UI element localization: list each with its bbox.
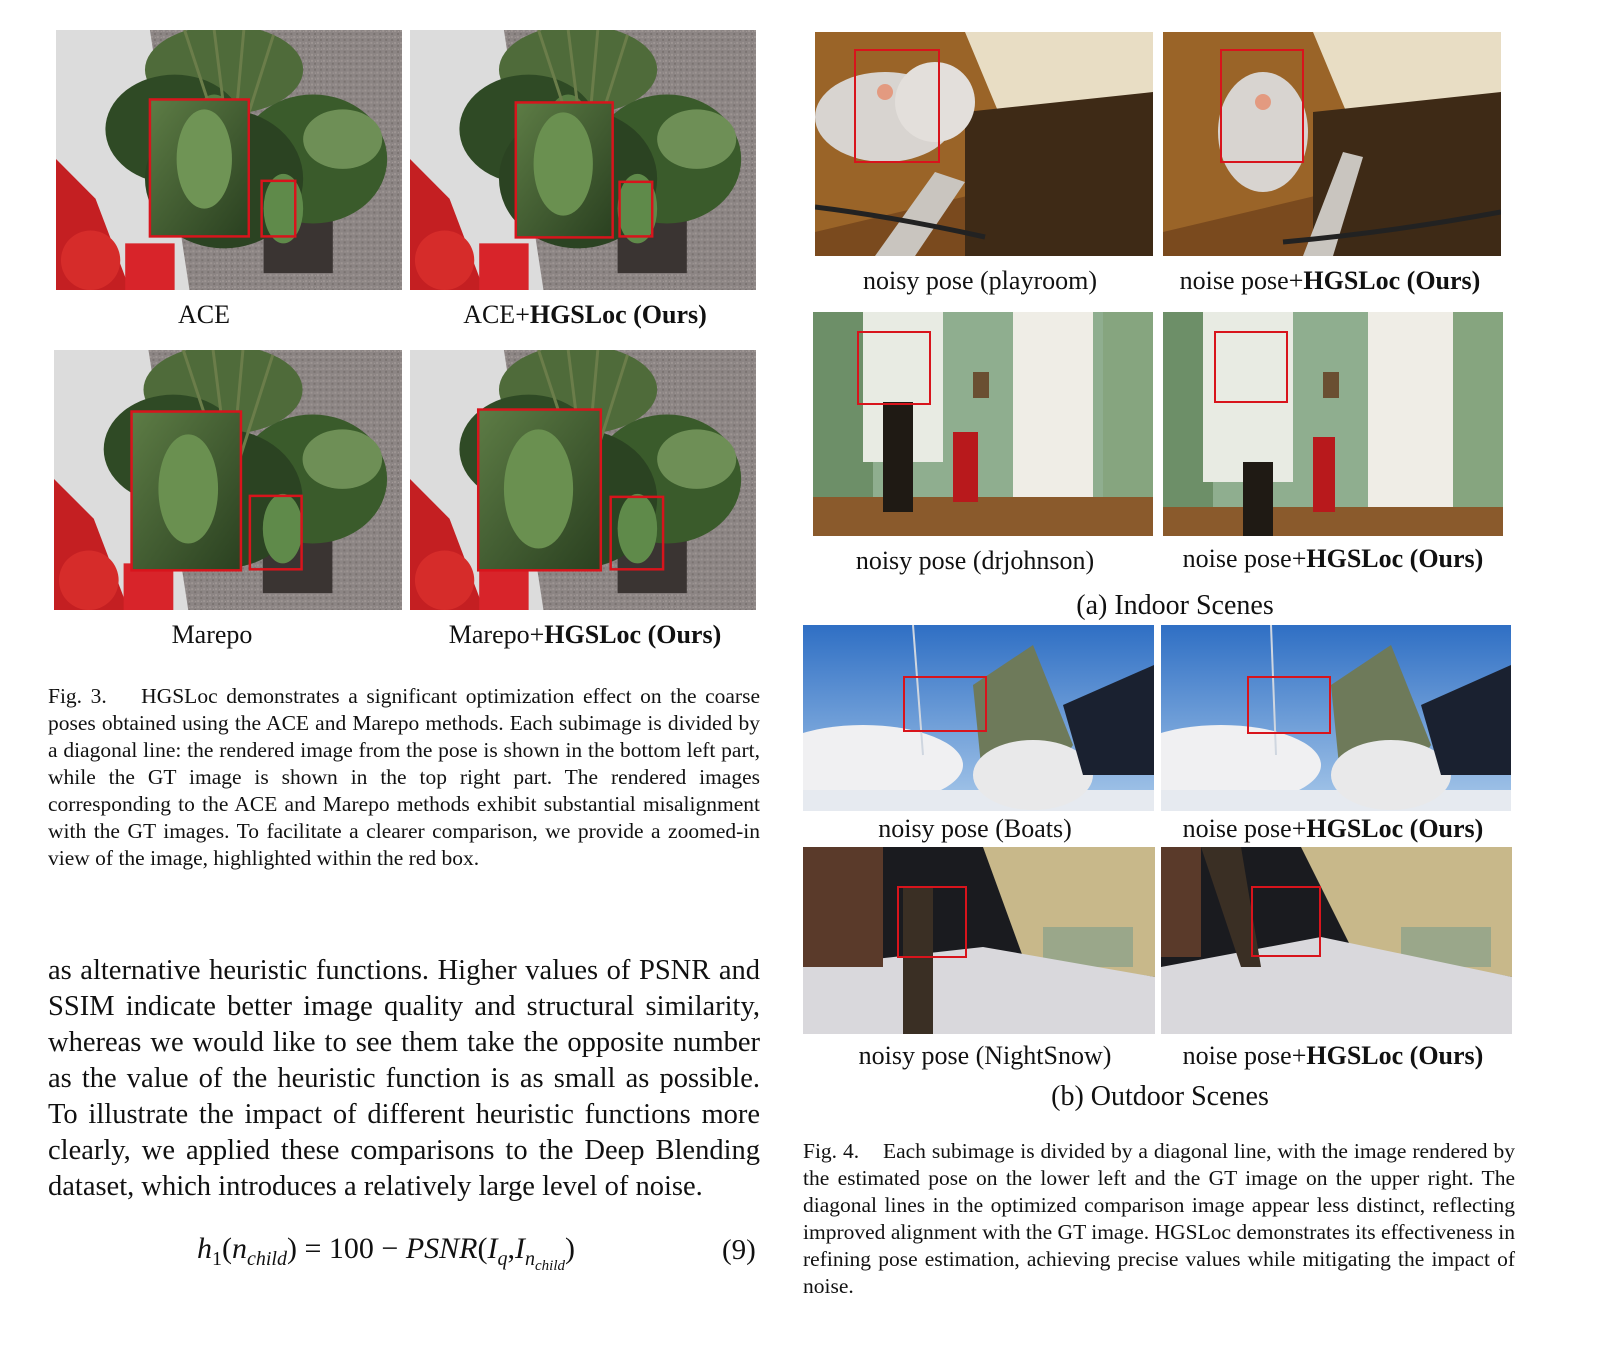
fig4-nightsnow-noisy-image xyxy=(803,847,1155,1034)
fig4-subcaption-indoor: (a) Indoor Scenes xyxy=(1076,590,1274,621)
fig3-caption-ace-ours: ACE+HGSLoc (Ours) xyxy=(463,300,707,329)
fig4-caption-drjohnson: noisy pose (drjohnson) xyxy=(855,546,1095,575)
fig4-subcaption-outdoor: (b) Outdoor Scenes xyxy=(1051,1081,1269,1112)
fig3-ace-image xyxy=(56,30,402,290)
fig4-drjohnson-noisy-image xyxy=(813,312,1153,536)
fig4-caption-playroom-ours: noise pose+HGSLoc (Ours) xyxy=(1179,266,1481,295)
fig3-caption: Fig. 3. HGSLoc demonstrates a significant optimization effect on the coarse poses obtained using the ACE and Marepo methods. Each subimage is divided by a diagonal line: the rendered image from the pose is shown in the bottom left part, while the GT image is shown in the top right part. The rendered images corresponding to the ACE and Marepo methods exhibit substantial misalignment with the GT images. To facilitate a clearer comparison, we provide a zoomed-in view of the image, highlighted within the red box. xyxy=(48,684,760,870)
fig4-caption-playroom: noisy pose (playroom) xyxy=(863,266,1097,295)
fig4-caption-nightsnow-ours: noise pose+HGSLoc (Ours) xyxy=(1182,1041,1484,1070)
fig4-caption-boats-ours: noise pose+HGSLoc (Ours) xyxy=(1182,814,1484,843)
fig4-caption: Fig. 4. Each subimage is divided by a diagonal line, with the image rendered by the estimated pose on the lower left and the GT image on the upper right. The diagonal lines in the optimized comparison image appear less distinct, reflecting improved alignment with the GT image. HGSLoc demonstrates its effectiveness in refining pose estimation, achieving precise values while mitigating the impact of noise. xyxy=(803,1139,1515,1298)
fig3-caption-marepo-ours: Marepo+HGSLoc (Ours) xyxy=(448,620,722,649)
fig4-caption-boats: noisy pose (Boats) xyxy=(878,814,1072,843)
fig3-caption-ace: ACE xyxy=(178,300,230,329)
fig3-caption-marepo: Marepo xyxy=(171,620,253,649)
fig3-marepo-ours-image xyxy=(410,350,756,610)
fig3-ace-ours-image xyxy=(410,30,756,290)
fig4-boats-noisy-image xyxy=(803,625,1154,811)
fig4-playroom-ours-image xyxy=(1163,32,1501,256)
fig4-playroom-noisy-image xyxy=(815,32,1153,256)
fig4-caption-drjohnson-ours: noise pose+HGSLoc (Ours) xyxy=(1182,544,1484,573)
fig4-boats-ours-image xyxy=(1161,625,1511,811)
fig4-drjohnson-ours-image xyxy=(1163,312,1503,536)
fig3-marepo-image xyxy=(54,350,402,610)
equation-9: $h_1(n_{child}) = 100$ − $PSNR(I_q,I_{n_{child}})$ xyxy=(197,1232,576,1274)
body-paragraph: as alternative heuristic functions. Higher values of PSNR and SSIM indicate better image quality and structural similarity, whereas we would like to see them take the opposite number as the value of the heuristic function is as small as possible. To illustrate the impact of different heuristic functions more clearly, we applied these comparisons to the Deep Blending dataset, which introduces a relatively large level of noise. xyxy=(48,955,760,1202)
fig4-nightsnow-ours-image xyxy=(1161,847,1512,1034)
equation-number: (9) xyxy=(722,1234,756,1266)
fig4-caption-nightsnow: noisy pose (NightSnow) xyxy=(858,1041,1112,1070)
